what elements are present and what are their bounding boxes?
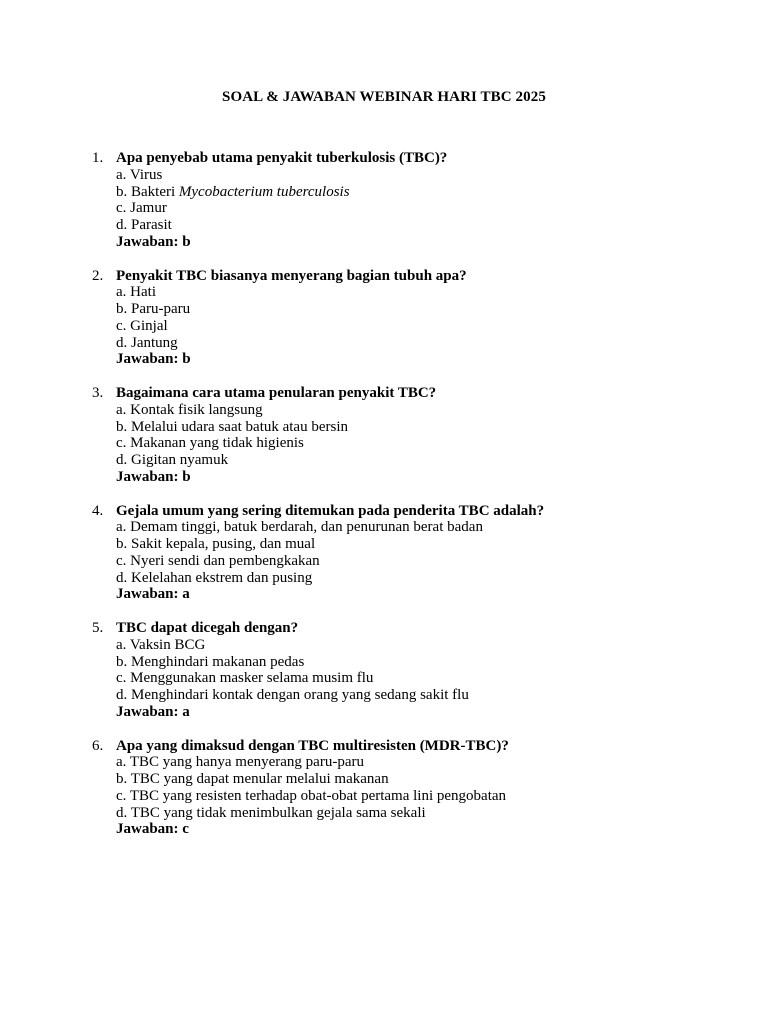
question-number: 2. [92,267,104,284]
answer-option [116,687,736,704]
option-text: d. Kelelahan ekstrem dan pusing [116,569,313,586]
answer-key: Jawaban: a [116,586,190,603]
question-number: 5. [92,620,104,636]
answer-option [116,184,736,201]
question-body [116,268,736,369]
answer-option [116,519,736,536]
option-text: d. TBC yang tidak menimbulkan gejala sama sekali [116,804,426,821]
answer-option [116,217,736,234]
question-item [0,503,768,621]
question-body [116,738,736,839]
answer-option [116,654,736,671]
question-list [0,150,768,855]
question-number: 1. [92,150,104,166]
answer-key: Jawaban: b [116,351,191,368]
question-text: Apa penyebab utama penyakit tuberkulosis (TBC)? [116,150,448,166]
option-text: b. Bakteri [116,183,179,200]
answer-option [116,637,736,654]
answer-option [116,419,736,436]
option-text: d. Jantung [116,334,178,351]
answer-key: Jawaban: b [116,233,191,250]
answer-option [116,452,736,469]
answer-option [116,301,736,318]
question-text: Penyakit TBC biasanya menyerang bagian tubuh apa? [116,267,467,284]
option-text: b. Sakit kepala, pusing, dan mual [116,536,316,553]
document-title: SOAL & JAWABAN WEBINAR HARI TBC 2025 [222,89,546,105]
answer-key: Jawaban: c [116,821,189,838]
question-body [116,385,736,486]
answer-option [116,788,736,805]
question-text: Apa yang dimaksud dengan TBC multiresisten (MDR-TBC)? [116,737,509,754]
answer-option [116,402,736,419]
answer-option [116,553,736,570]
answer-option [116,284,736,301]
option-text: c. Menggunakan masker selama musim flu [116,670,374,687]
answer-option [116,805,736,822]
question-text: Gejala umum yang sering ditemukan pada penderita TBC adalah? [116,502,545,519]
question-number: 6. [92,737,104,754]
option-text: a. TBC yang hanya menyerang paru-paru [116,754,364,771]
answer-option [116,570,736,587]
answer-option [116,167,736,184]
answer-option [116,536,736,553]
question-body [116,150,736,251]
option-text: d. Menghindari kontak dengan orang yang sedang sakit flu [116,687,469,704]
question-text: Bagaimana cara utama penularan penyakit TBC? [116,385,437,401]
option-emphasis: Mycobacterium tuberculosis [178,183,350,200]
option-text: b. Menghindari makanan pedas [116,653,305,670]
option-text: d. Parasit [116,217,172,234]
option-text: c. Makanan yang tidak higienis [116,435,304,452]
option-text: b. TBC yang dapat menular melalui makanan [116,771,389,788]
question-text: TBC dapat dicegah dengan? [116,620,299,636]
question-item [0,620,768,738]
option-text: a. Demam tinggi, batuk berdarah, dan penurunan berat badan [116,519,483,536]
question-body [116,503,736,604]
option-text: a. Vaksin BCG [116,636,206,653]
answer-option [116,318,736,335]
option-text: c. TBC yang resisten terhadap obat-obat pertama lini pengobatan [116,787,507,804]
option-text: a. Virus [116,166,163,183]
question-item [0,385,768,503]
answer-option [116,435,736,452]
question-item [0,738,768,856]
answer-option [116,771,736,788]
answer-option [116,754,736,771]
question-body [116,620,736,721]
option-text: c. Nyeri sendi dan pembengkakan [116,552,320,569]
answer-option [116,335,736,352]
question-item [0,150,768,268]
option-text: b. Melalui udara saat batuk atau bersin [116,418,349,435]
answer-option [116,670,736,687]
option-text: b. Paru-paru [116,301,191,318]
option-text: a. Kontak fisik langsung [116,401,263,418]
answer-key: Jawaban: b [116,468,191,485]
option-text: c. Jamur [116,200,167,217]
option-text: a. Hati [116,284,156,301]
option-text: c. Ginjal [116,317,168,334]
question-number: 3. [92,385,104,401]
answer-option [116,200,736,217]
question-item [0,268,768,386]
option-text: d. Gigitan nyamuk [116,452,229,469]
answer-key: Jawaban: a [116,703,190,720]
question-number: 4. [92,502,104,519]
